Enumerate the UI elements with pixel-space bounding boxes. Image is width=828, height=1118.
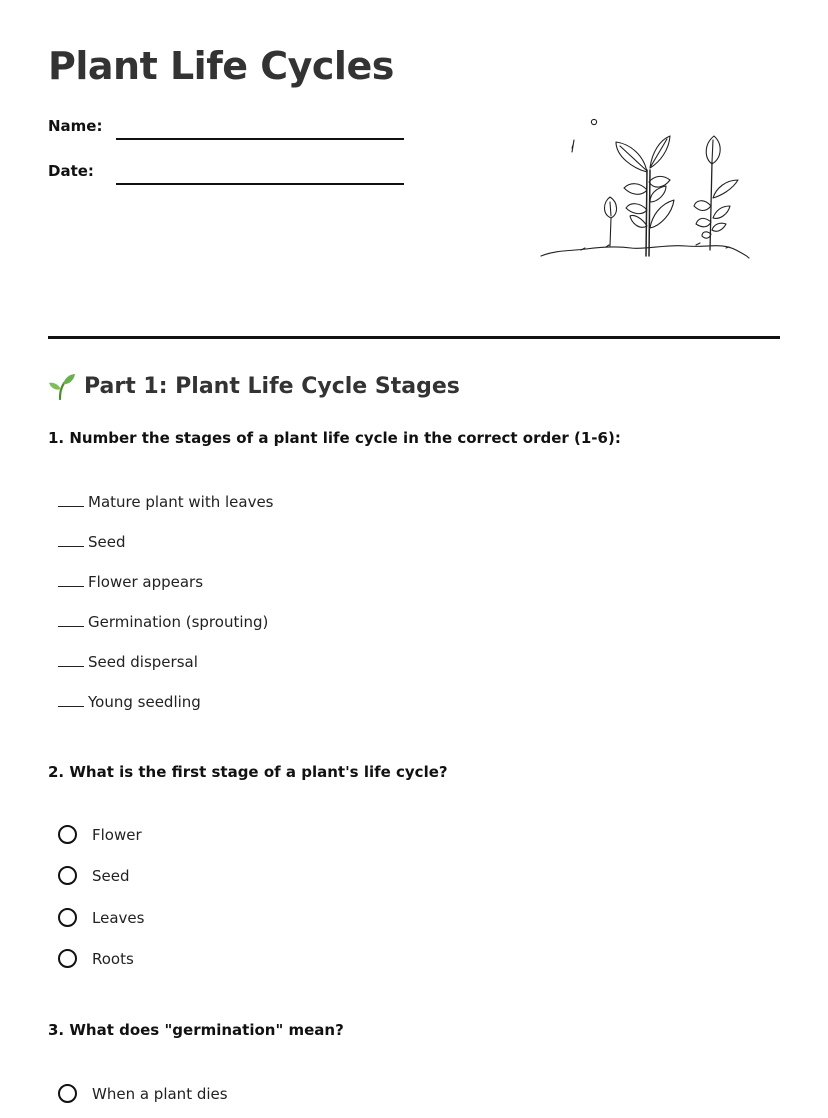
option-label: Flower [92, 825, 142, 844]
part1-heading [48, 372, 460, 400]
option-label: Leaves [92, 908, 145, 927]
answer-blank[interactable] [58, 545, 84, 547]
answer-option[interactable] [58, 908, 144, 927]
option-label: Seed [92, 866, 130, 885]
order-item-label: Mature plant with leaves [88, 493, 274, 511]
radio-button[interactable] [58, 825, 77, 844]
option-label: When a plant dies [92, 1084, 228, 1103]
order-item-label: Seed [88, 533, 126, 551]
question-2: 2. What is the first stage of a plant's life cycle? [48, 763, 448, 781]
part1-title: Part 1: Plant Life Cycle Stages [84, 373, 460, 399]
worksheet-title: Plant Life Cycles [48, 44, 394, 88]
order-item-label: Seed dispersal [88, 653, 198, 671]
radio-button[interactable] [58, 1084, 77, 1103]
answer-option[interactable] [58, 866, 130, 885]
question-3: 3. What does "germination" mean? [48, 1021, 344, 1039]
order-item [58, 613, 268, 631]
plant-growth-stages-illustration [536, 110, 754, 270]
order-item-label: Germination (sprouting) [88, 613, 269, 631]
order-item [58, 573, 203, 591]
order-item [58, 533, 126, 551]
seedling-icon [48, 372, 76, 400]
section-divider [48, 336, 780, 339]
answer-blank[interactable] [58, 665, 84, 667]
answer-option[interactable] [58, 825, 142, 844]
order-item [58, 653, 198, 671]
answer-blank[interactable] [58, 705, 84, 707]
date-field[interactable] [116, 183, 404, 185]
answer-option[interactable] [58, 1084, 228, 1103]
order-item-label: Flower appears [88, 573, 204, 591]
order-item [58, 493, 274, 511]
radio-button[interactable] [58, 949, 77, 968]
name-label: Name: [48, 117, 103, 135]
question-1: 1. Number the stages of a plant life cycle in the correct order (1-6): [48, 429, 621, 447]
option-label: Roots [92, 949, 134, 968]
answer-blank[interactable] [58, 625, 84, 627]
radio-button[interactable] [58, 908, 77, 927]
answer-option[interactable] [58, 949, 134, 968]
name-field[interactable] [116, 138, 404, 140]
date-label: Date: [48, 162, 94, 180]
answer-blank[interactable] [58, 505, 84, 507]
order-item-label: Young seedling [88, 693, 201, 711]
order-item [58, 693, 201, 711]
radio-button[interactable] [58, 866, 77, 885]
answer-blank[interactable] [58, 585, 84, 587]
